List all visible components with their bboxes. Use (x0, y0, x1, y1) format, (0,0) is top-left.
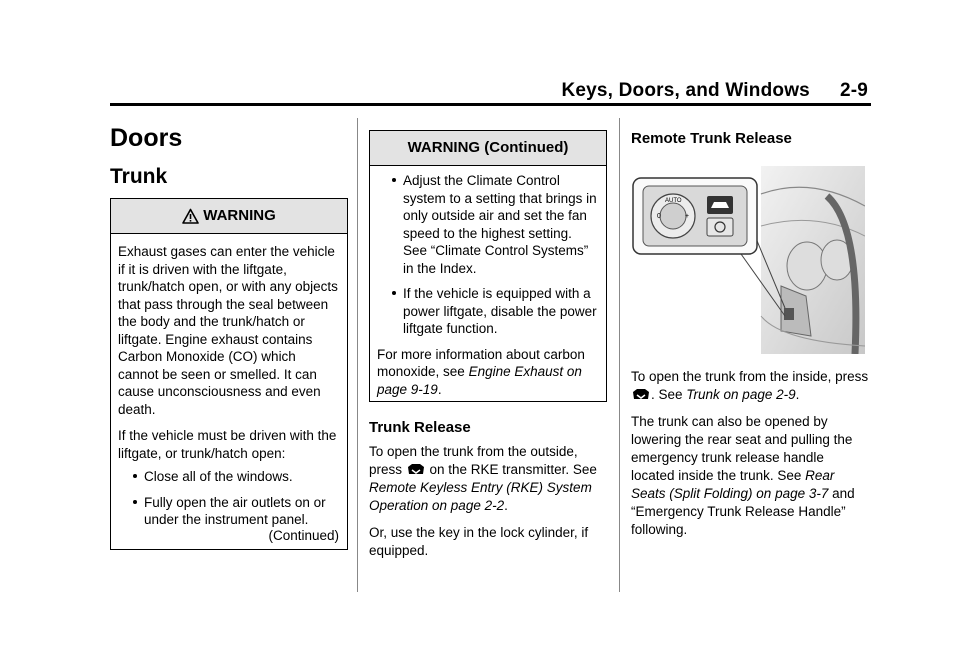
header-section-title: Keys, Doors, and Windows (561, 80, 810, 101)
trunk-heading: Trunk (110, 165, 168, 188)
text-run: To open the trunk from the inside, press (631, 369, 869, 384)
knob-label: 0 (657, 213, 661, 220)
warning-box (110, 198, 348, 550)
text-run: and “Emergency Trunk Release Handle” following. (631, 486, 855, 537)
text-run: on the RKE transmitter. See (425, 462, 597, 477)
warning-label: WARNING (203, 207, 276, 225)
text-run: For more information about carbon monoxide, see (377, 346, 585, 379)
doors-heading: Doors (110, 124, 183, 152)
text-run: To open the trunk from the outside, press (369, 444, 578, 477)
remote-trunk-release-text (631, 368, 871, 548)
warning-label: WARNING (Continued) (407, 139, 569, 157)
warning-triangle-icon (182, 208, 199, 225)
text-run: The trunk can also be opened by lowering the rear seat and pulling the emergency trunk release handle located inside the trunk. See (631, 414, 853, 483)
warning-box-continued (369, 130, 607, 402)
warning-bullet: Fully open the air outlets on or under the instrument panel. (118, 494, 339, 529)
remote-trunk-release-heading: Remote Trunk Release (631, 130, 792, 147)
warning-header (370, 131, 606, 166)
paragraph (631, 413, 871, 539)
running-header (561, 80, 868, 102)
header-rule (110, 103, 871, 106)
text-run: . (795, 387, 800, 402)
warning-bullet: Close all of the windows. (118, 468, 339, 486)
page-number: 2-9 (839, 80, 868, 101)
trunk-release-heading: Trunk Release (369, 419, 471, 436)
warning-paragraph: Exhaust gases can enter the vehicle if it is driven with the liftgate, trunk/hatch open, or with any objects that pass through the seal between the body and the trunk/hatch or liftgate. Engine exhaust contains Carbon Monoxide (CO) which cannot be seen or smelled. It can cause unconsciousness and even death. (118, 244, 338, 417)
cross-reference: Remote Keyless Entry (RKE) System Operation on page 2-2 (369, 480, 592, 513)
text-run: . (504, 498, 508, 513)
column-divider (619, 118, 620, 592)
warning-paragraph (377, 346, 598, 399)
continued-label: (Continued) (268, 527, 339, 543)
paragraph (369, 443, 609, 515)
warning-paragraph: If the vehicle must be driven with the liftgate, or trunk/hatch open: (118, 428, 337, 461)
paragraph: Or, use the key in the lock cylinder, if equipped. (369, 525, 589, 558)
column-divider (357, 118, 358, 592)
text-run: . (437, 381, 442, 397)
knob-label: AUTO (665, 198, 682, 204)
cross-reference: Rear Seats (Split Folding) on page 3-7 (631, 468, 835, 501)
paragraph (631, 368, 871, 404)
text-run: . See (651, 387, 687, 402)
warning-bullet: Adjust the Climate Control system to a setting that brings in only outside air and set the fan speed to the highest setting. See “Climate Control Systems” in the Index. (377, 172, 598, 277)
warning-bullet: If the vehicle is equipped with a power liftgate, disable the power liftgate function. (377, 285, 598, 338)
trunk-release-button-icon (632, 387, 650, 401)
warning-header (111, 199, 347, 234)
trunk-release-text (369, 443, 609, 569)
cross-reference: Trunk on page 2-9 (686, 387, 796, 402)
instrument-panel-illustration (631, 166, 865, 354)
knob-label: + (685, 213, 690, 220)
cross-reference: Engine Exhaust on page 9-19 (377, 364, 582, 397)
trunk-release-button-icon (407, 462, 425, 476)
